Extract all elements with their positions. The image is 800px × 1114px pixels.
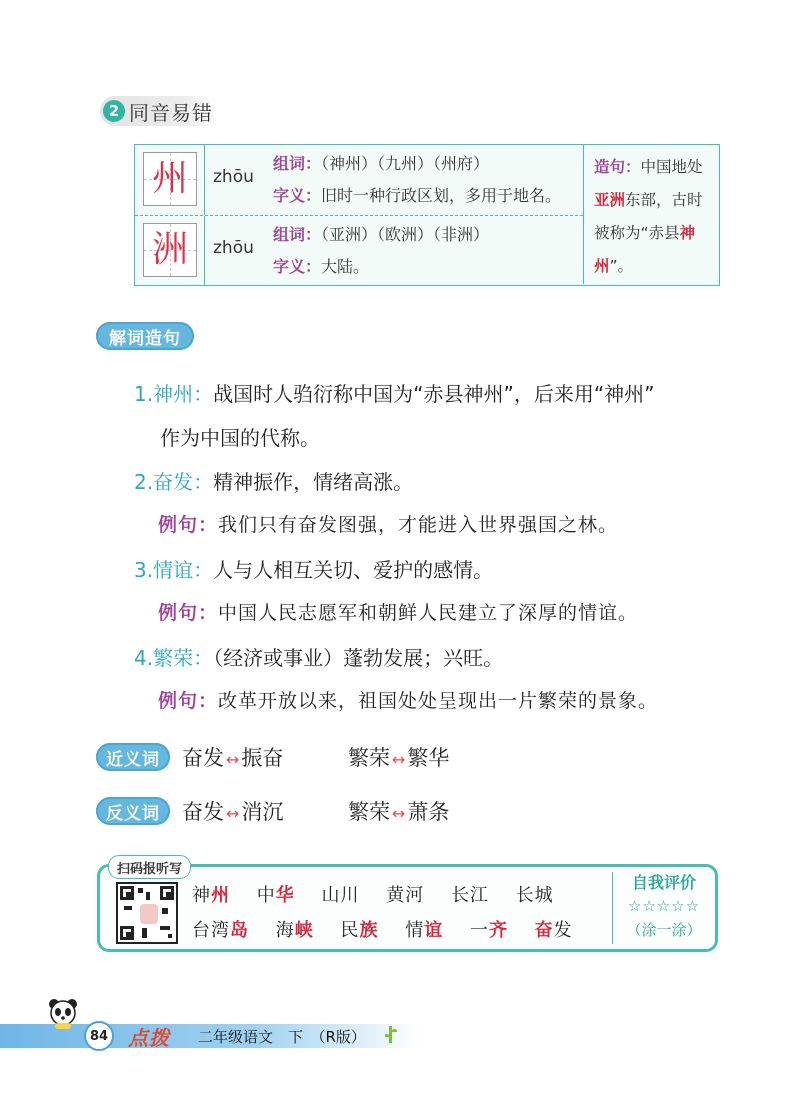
tianzige-box bbox=[143, 223, 197, 277]
word-item-1: 1.神州：战国时人驺衍称中国为“赤县神州”，后来用“神州” bbox=[134, 382, 655, 406]
section-header-homophones bbox=[100, 96, 218, 126]
synonym-pair: 奋发 ↔振奋 bbox=[182, 746, 284, 770]
synonym-pair: 繁荣 ↔繁华 bbox=[348, 746, 450, 770]
badge-word-explanation: 解词造句 bbox=[96, 322, 194, 350]
dictation-word: 长城 bbox=[515, 885, 554, 906]
dictation-word: 黄河 bbox=[386, 885, 425, 906]
word-item-2: 2.奋发：精神振作，情绪高涨。 bbox=[134, 470, 414, 494]
dictation-word: 山川 bbox=[321, 885, 360, 906]
brand-logo: 点拨 bbox=[128, 1026, 170, 1050]
dictation-row-1 bbox=[192, 881, 574, 907]
dictation-row-2 bbox=[192, 916, 593, 942]
dictation-word: 奋发 bbox=[534, 920, 573, 941]
divider bbox=[612, 872, 613, 944]
example-sentence-2: 例句：我们只有奋发图强，才能进入世界强国之林。 bbox=[158, 514, 619, 536]
homophone-char: 州 bbox=[151, 158, 188, 199]
section-number: 2 bbox=[103, 100, 125, 122]
page-number: 84 bbox=[84, 1021, 114, 1051]
dictation-word: 台湾岛 bbox=[192, 920, 249, 941]
dictation-word: 中华 bbox=[256, 885, 295, 906]
rating-stars[interactable]: ☆☆☆☆☆ bbox=[627, 897, 701, 915]
zuci-line: 组词：（神州）（九州）（州府） bbox=[273, 154, 490, 173]
word-item-1-cont: 作为中国的代称。 bbox=[160, 426, 320, 450]
double-arrow-icon: ↔ bbox=[226, 804, 240, 823]
zuci-line: 组词：（亚洲）（欧洲）（非洲） bbox=[273, 225, 490, 244]
dictation-word: 神州 bbox=[192, 885, 230, 906]
ziyi-line: 字义：大陆。 bbox=[273, 257, 370, 276]
badge-antonyms: 反义词 bbox=[96, 797, 170, 825]
char-cell bbox=[135, 216, 205, 286]
homophone-row bbox=[135, 145, 583, 216]
double-arrow-icon: ↔ bbox=[392, 750, 406, 769]
qr-code-icon[interactable] bbox=[116, 882, 178, 944]
self-eval-hint: （涂一涂） bbox=[626, 921, 702, 939]
dictation-word: 民族 bbox=[340, 920, 379, 941]
self-eval-title: 自我评价 bbox=[631, 873, 696, 892]
example-sentence-4: 例句：改革开放以来，祖国处处呈现出一片繁荣的景象。 bbox=[158, 690, 659, 712]
dictation-word: 海峡 bbox=[275, 920, 314, 941]
homophone-table bbox=[134, 144, 720, 286]
dictation-word: 情谊 bbox=[405, 920, 444, 941]
example-sentence-cell: 造句：中国地处亚洲东部，古时被称为“赤县神州”。 bbox=[583, 145, 719, 284]
antonym-pair: 繁荣 ↔萧条 bbox=[348, 800, 450, 824]
panda-mascot-icon bbox=[46, 996, 80, 1030]
badge-synonyms: 近义词 bbox=[96, 743, 170, 771]
antonym-pair: 奋发 ↔消沉 bbox=[182, 800, 284, 824]
homophone-row bbox=[135, 216, 583, 286]
self-evaluation bbox=[614, 870, 714, 940]
pinyin: zhōu bbox=[213, 167, 254, 187]
homophone-char: 洲 bbox=[151, 229, 188, 270]
book-title: 二年级语文 下 （R版） bbox=[198, 1028, 366, 1046]
example-sentence-3: 例句：中国人民志愿军和朝鲜人民建立了深厚的情谊。 bbox=[158, 602, 639, 624]
word-item-3: 3.情谊：人与人相互关切、爱护的感情。 bbox=[134, 558, 494, 582]
double-arrow-icon: ↔ bbox=[226, 750, 240, 769]
bamboo-leaf-icon bbox=[384, 1024, 398, 1044]
dictation-word: 长江 bbox=[450, 885, 489, 906]
section-title: 同音易错 bbox=[129, 100, 213, 125]
dictation-word: 一齐 bbox=[469, 920, 508, 941]
ziyi-line: 字义：旧时一种行政区划，多用于地名。 bbox=[273, 186, 562, 205]
char-cell bbox=[135, 145, 205, 215]
tianzige-box bbox=[143, 152, 197, 206]
pinyin: zhōu bbox=[213, 238, 254, 258]
double-arrow-icon: ↔ bbox=[392, 804, 406, 823]
word-item-4: 4.繁荣：（经济或事业）蓬勃发展；兴旺。 bbox=[134, 646, 504, 670]
scan-qr-tag: 扫码报听写 bbox=[108, 855, 191, 879]
